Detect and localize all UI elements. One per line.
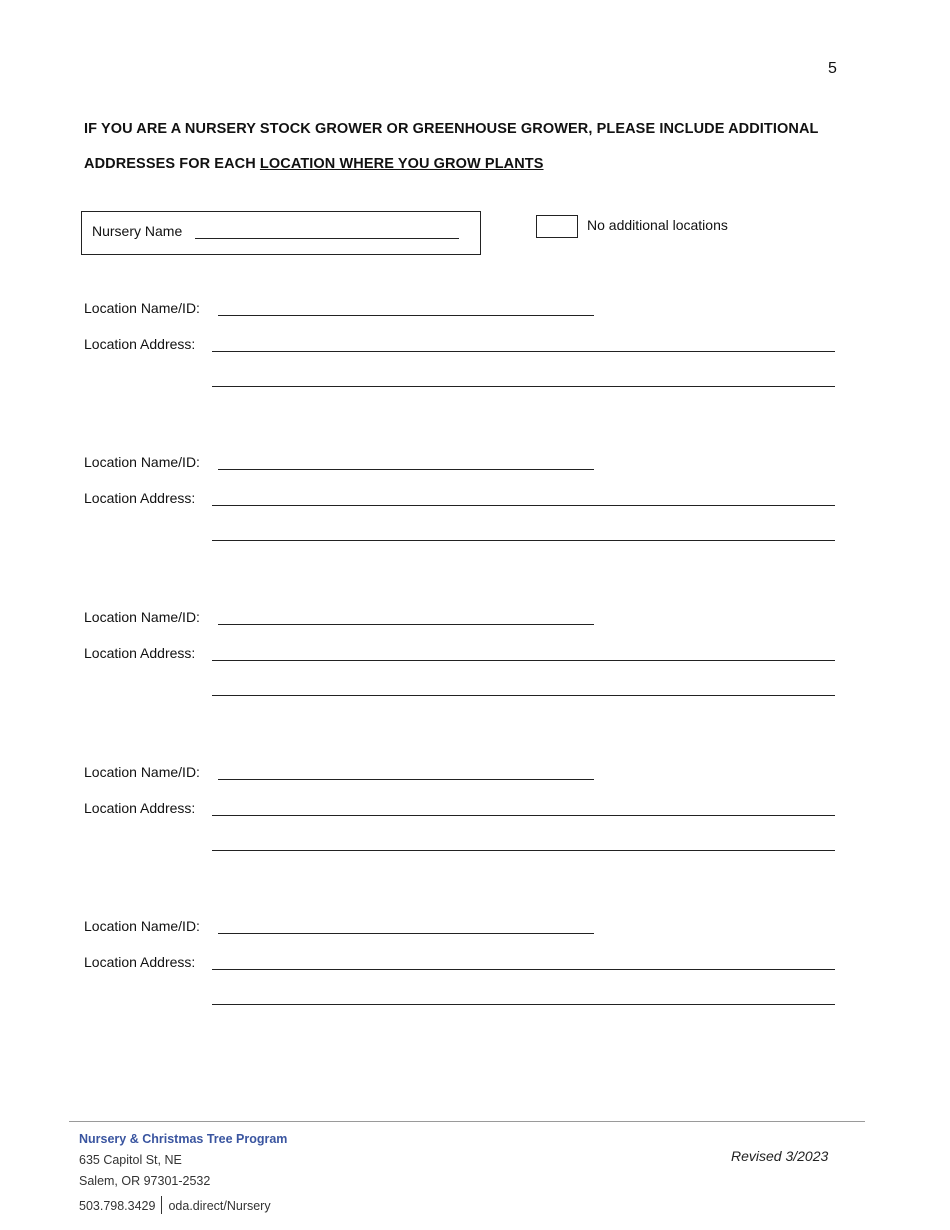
location-name-field[interactable]	[218, 779, 594, 780]
location-address-field-line1[interactable]	[212, 969, 835, 970]
location-entry-3	[0, 609, 950, 709]
location-name-label: Location Name/ID:	[84, 300, 200, 316]
page-number: 5	[828, 60, 837, 77]
location-name-label: Location Name/ID:	[84, 454, 200, 470]
location-address-field-line2[interactable]	[212, 540, 835, 541]
location-address-label: Location Address:	[84, 954, 196, 970]
footer-street: 635 Capitol St, NE	[79, 1153, 182, 1167]
location-name-field[interactable]	[218, 469, 594, 470]
location-entry-5	[0, 918, 950, 1018]
location-address-label: Location Address:	[84, 645, 196, 661]
heading-prefix: ADDRESSES FOR EACH	[84, 156, 260, 172]
no-additional-locations-checkbox[interactable]	[536, 215, 578, 238]
instructions-heading-line1: IF YOU ARE A NURSERY STOCK GROWER OR GREENHOUSE GROWER, PLEASE INCLUDE ADDITIONAL	[84, 121, 819, 137]
location-address-field-line2[interactable]	[212, 386, 835, 387]
footer-program-name: Nursery & Christmas Tree Program	[79, 1132, 288, 1146]
footer-website-link[interactable]: oda.direct/Nursery	[168, 1199, 271, 1213]
no-additional-locations-label: No additional locations	[587, 217, 728, 233]
footer-separator	[161, 1196, 162, 1214]
footer-contact	[79, 1196, 271, 1214]
heading-underlined-text: LOCATION WHERE YOU GROW PLANTS	[259, 156, 544, 172]
location-address-field-line1[interactable]	[212, 660, 835, 661]
location-address-label: Location Address:	[84, 490, 196, 506]
footer-city: Salem, OR 97301-2532	[79, 1174, 211, 1188]
instructions-heading-line2	[84, 156, 874, 172]
location-address-field-line2[interactable]	[212, 1004, 835, 1005]
location-name-label: Location Name/ID:	[84, 609, 200, 625]
location-name-field[interactable]	[218, 624, 594, 625]
location-address-field-line2[interactable]	[212, 695, 835, 696]
nursery-name-label: Nursery Name	[92, 223, 183, 239]
location-name-label: Location Name/ID:	[84, 764, 200, 780]
nursery-name-field[interactable]	[195, 238, 459, 239]
location-address-field-line1[interactable]	[212, 815, 835, 816]
footer-phone: 503.798.3429	[79, 1199, 156, 1213]
location-address-label: Location Address:	[84, 336, 196, 352]
location-name-label: Location Name/ID:	[84, 918, 200, 934]
nursery-name-box	[81, 211, 481, 255]
location-entry-2	[0, 454, 950, 554]
revised-date: Revised 3/2023	[731, 1148, 829, 1164]
location-name-field[interactable]	[218, 315, 594, 316]
location-entry-1	[0, 300, 950, 400]
location-address-field-line2[interactable]	[212, 850, 835, 851]
location-address-label: Location Address:	[84, 800, 196, 816]
footer-divider	[69, 1121, 865, 1122]
location-entry-4	[0, 764, 950, 864]
location-name-field[interactable]	[218, 933, 594, 934]
location-address-field-line1[interactable]	[212, 351, 835, 352]
location-address-field-line1[interactable]	[212, 505, 835, 506]
